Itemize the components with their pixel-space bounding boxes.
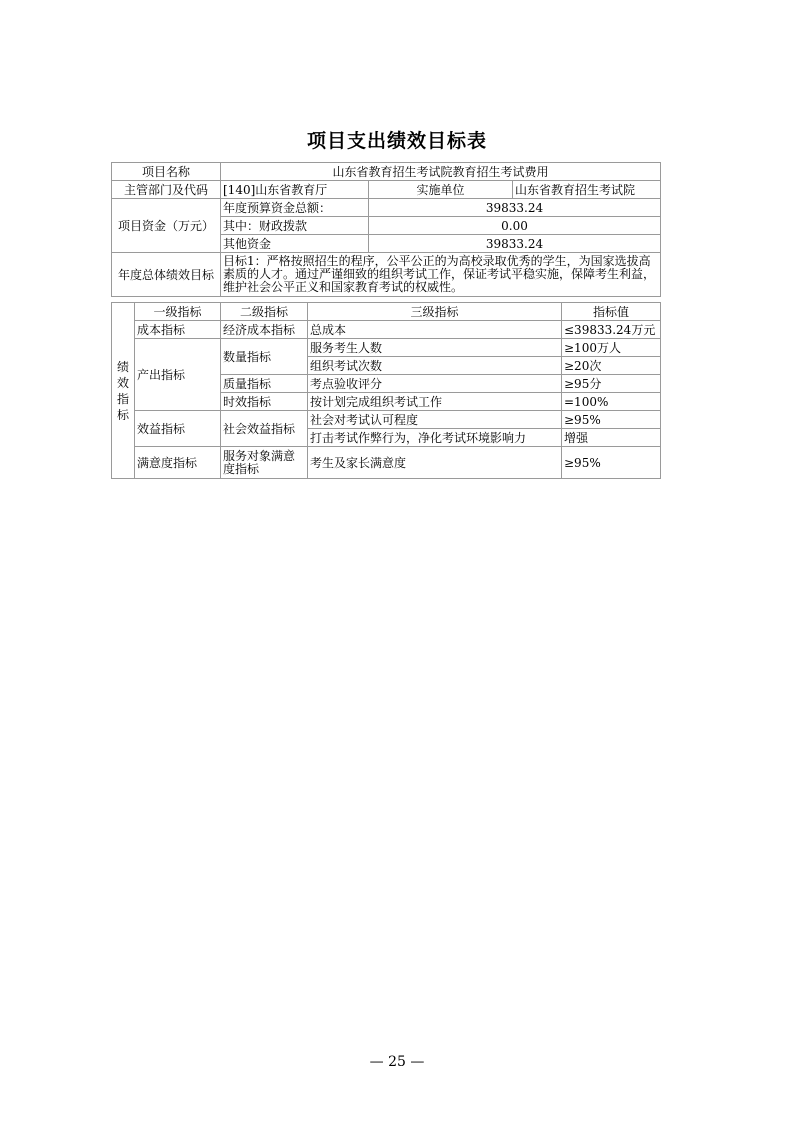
table-row — [112, 339, 661, 357]
project-name-row — [112, 163, 661, 181]
header-l3: 三级指标 — [308, 303, 562, 321]
impl-label: 实施单位 — [369, 181, 513, 199]
l3-cell: 按计划完成组织考试工作 — [308, 393, 562, 411]
project-name-label: 项目名称 — [112, 163, 221, 181]
l2-cell: 社会效益指标 — [221, 411, 308, 447]
table-row — [112, 411, 661, 429]
l3-cell: 服务考生人数 — [308, 339, 562, 357]
value-cell: 增强 — [562, 429, 661, 447]
page-title: 项目支出绩效目标表 — [306, 130, 487, 152]
header-l1: 一级指标 — [135, 303, 221, 321]
funds-fiscal-label: 其中：财政拨款 — [221, 217, 369, 235]
impl-value: 山东省教育招生考试院 — [513, 181, 661, 199]
l3-cell: 考生及家长满意度 — [308, 447, 562, 479]
funds-label: 项目资金（万元） — [112, 199, 221, 253]
value-cell: =100% — [562, 393, 661, 411]
page-number: — 25 — — [369, 1054, 425, 1070]
l1-cell: 效益指标 — [135, 411, 221, 447]
dept-label: 主管部门及代码 — [112, 181, 221, 199]
l3-cell: 社会对考试认可程度 — [308, 411, 562, 429]
l2-cell: 数量指标 — [221, 339, 308, 375]
goal-text: 目标1：严格按照招生的程序，公平公正的为高校录取优秀的学生，为国家选拔高素质的人才。通过严谨细致的组织考试工作，保证考试平稳实施，保障考生利益，维护社会公平正义和国家教育考试的权威性。 — [221, 253, 661, 297]
l2-cell: 质量指标 — [221, 375, 308, 393]
l3-cell: 考点验收评分 — [308, 375, 562, 393]
value-cell: ≥20次 — [562, 357, 661, 375]
indicators-table — [111, 302, 661, 479]
l1-cell: 满意度指标 — [135, 447, 221, 479]
l1-cell: 成本指标 — [135, 321, 221, 339]
funds-row-total — [112, 199, 661, 217]
side-label — [112, 303, 135, 479]
header-value: 指标值 — [562, 303, 661, 321]
value-cell: ≤39833.24万元 — [562, 321, 661, 339]
l2-cell: 经济成本指标 — [221, 321, 308, 339]
l2-cell: 时效指标 — [221, 393, 308, 411]
table-row — [112, 447, 661, 479]
project-info-table — [111, 162, 661, 297]
l3-cell: 打击考试作弊行为，净化考试环境影响力 — [308, 429, 562, 447]
funds-total-label: 年度预算资金总额： — [221, 199, 369, 217]
value-cell: ≥95分 — [562, 375, 661, 393]
indicators-header-row — [112, 303, 661, 321]
funds-other-value: 39833.24 — [369, 235, 661, 253]
l2-cell: 服务对象满意度指标 — [221, 447, 308, 479]
funds-fiscal-value: 0.00 — [369, 217, 661, 235]
table-row — [112, 321, 661, 339]
side-label-text: 绩效指标 — [116, 359, 129, 422]
dept-value: [140]山东省教育厅 — [221, 181, 369, 199]
l1-cell: 产出指标 — [135, 339, 221, 411]
value-cell: ≥95% — [562, 411, 661, 429]
value-cell: ≥100万人 — [562, 339, 661, 357]
goal-row — [112, 253, 661, 297]
project-name-value: 山东省教育招生考试院教育招生考试费用 — [221, 163, 661, 181]
value-cell: ≥95% — [562, 447, 661, 479]
funds-other-label: 其他资金 — [221, 235, 369, 253]
header-l2: 二级指标 — [221, 303, 308, 321]
funds-total-value: 39833.24 — [369, 199, 661, 217]
dept-row — [112, 181, 661, 199]
l3-cell: 总成本 — [308, 321, 562, 339]
l3-cell: 组织考试次数 — [308, 357, 562, 375]
goal-label: 年度总体绩效目标 — [112, 253, 221, 297]
